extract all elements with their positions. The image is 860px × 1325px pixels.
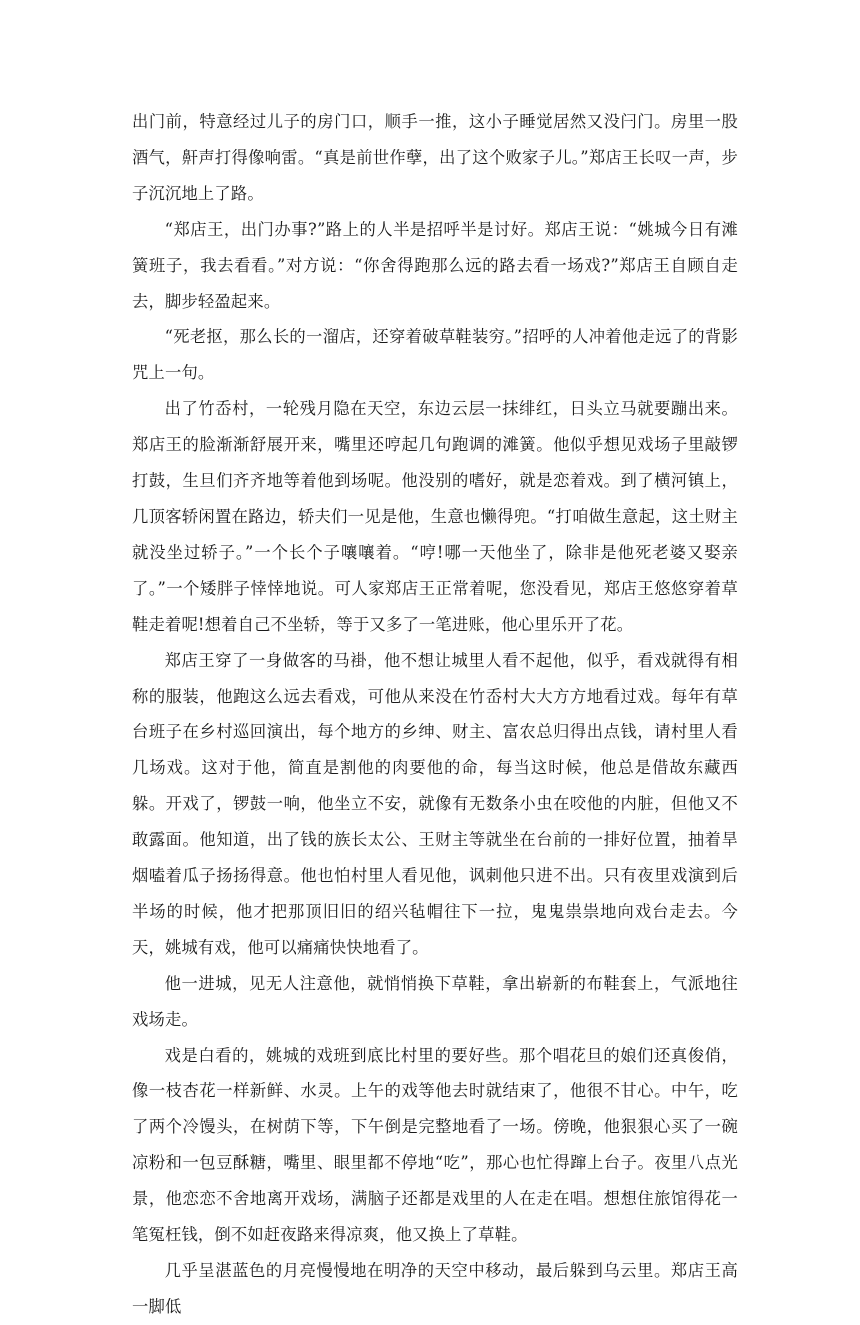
paragraph-2: “郑店王，出门办事?”路上的人半是招呼半是讨好。郑店王说：“姚城今日有滩簧班子，我去看看。”对方说：“你舍得跑那么远的路去看一场戏?”郑店王自顾自走去，脚步轻盈起来。: [132, 219, 738, 311]
paragraph-1: 出门前，特意经过儿子的房门口，顺手一推，这小子睡觉居然又没闩门。房里一股酒气，鼾声打得像响雷。“真是前世作孽，出了这个败家子儿。”郑店王长叹一声，步子沉沉地上了路。: [132, 112, 738, 203]
paragraph-6: 他一进城，见无人注意他，就悄悄换下草鞋，拿出崭新的布鞋套上，气派地往戏场走。: [132, 973, 738, 1029]
paragraph-4: 出了竹岙村，一轮残月隐在天空，东边云层一抹绯红，日头立马就要蹦出来。郑店王的脸渐渐舒展开来，嘴里还哼起几句跑调的滩簧。他似乎想见戏场子里敲锣打鼓，生旦们齐齐地等着他到场呢。他没别的嗜好，就是恋着戏。到了横河镇上，几顶客轿闲置在路边，轿夫们一见是他，生意也懒得兜。“打咱做生意起，这土财主就没坐过轿子。”一个长个子嚷嚷着。“哼!哪一天他坐了，除非是他死老婆又娶亲了。”一个矮胖子悻悻地说。可人家郑店王正常着呢，您没看见，郑店王悠悠穿着草鞋走着呢!想着自己不坐轿，等于又多了一笔进账，他心里乐开了花。: [132, 399, 738, 634]
paragraph-3: “死老抠，那么长的一溜店，还穿着破草鞋装穷。”招呼的人冲着他走远了的背影咒上一句。: [132, 327, 738, 383]
paragraph-8: 几乎呈湛蓝色的月亮慢慢地在明净的天空中移动，最后躲到乌云里。郑店王高一脚低: [132, 1261, 738, 1316]
paragraph-7: 戏是白看的，姚城的戏班到底比村里的要好些。那个唱花旦的娘们还真俊俏，像一枝杏花一样新鲜、水灵。上午的戏等他去时就结束了，他很不甘心。中午，吃了两个冷馒头，在树荫下等，下午倒是完整地看了一场。傍晚，他狠狠心买了一碗凉粉和一包豆酥糖，嘴里、眼里都不停地“吃”，那心也忙得蹿上台子。夜里八点光景，他恋恋不舍地离开戏场，满脑子还都是戏里的人在走在唱。想想住旅馆得花一笔冤枉钱，倒不如赶夜路来得凉爽，他又换上了草鞋。: [132, 1045, 738, 1245]
paragraph-5: 郑店王穿了一身做客的马褂，他不想让城里人看不起他，似乎，看戏就得有相称的服装，他跑这么远去看戏，可他从来没在竹岙村大大方方地看过戏。每年有草台班子在乡村巡回演出，每个地方的乡绅、财主、富农总归得出点钱，请村里人看几场戏。这对于他，简直是割他的肉要他的命，每当这时候，他总是借故东藏西躲。开戏了，锣鼓一响，他坐立不安，就像有无数条小虫在咬他的内脏，但他又不敢露面。他知道，出了钱的族长太公、王财主等就坐在台前的一排好位置，抽着旱烟嗑着瓜子扬扬得意。他也怕村里人看见他，讽刺他只进不出。只有夜里戏演到后半场的时候，他才把那顶旧旧的绍兴毡帽往下一拉，鬼鬼祟祟地向戏台走去。今天，姚城有戏，他可以痛痛快快地看了。: [132, 650, 738, 957]
story-text: [132, 104, 738, 1325]
